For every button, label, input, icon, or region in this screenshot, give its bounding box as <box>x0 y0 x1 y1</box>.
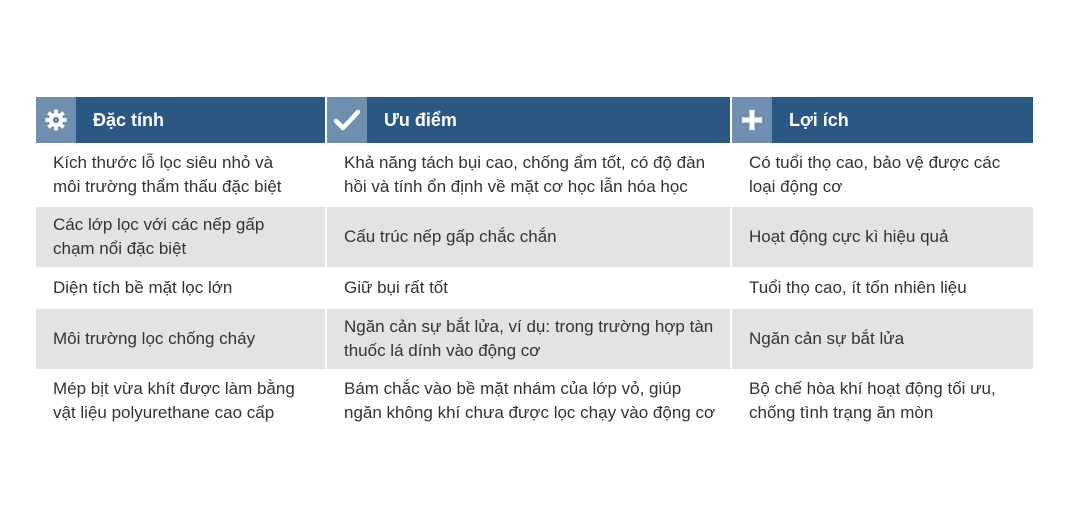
features-table <box>36 97 1033 433</box>
header-label: Đặc tính <box>93 109 165 130</box>
cell-text: Bám chắc vào bề mặt nhám của lớp vỏ, giúp ngăn không khí chưa được lọc chạy vào động cơ <box>344 379 716 422</box>
gear-icon <box>36 97 76 143</box>
cell-advantage <box>327 269 730 307</box>
header-features <box>36 97 325 143</box>
header-advantages <box>327 97 730 143</box>
cell-text: Mép bịt vừa khít được làm bằng vật liệu polyurethane cao cấp <box>53 379 295 422</box>
cell-benefit <box>732 371 1033 431</box>
table-row <box>36 371 1033 431</box>
table-row <box>36 269 1033 307</box>
cell-benefit <box>732 145 1033 205</box>
cell-text: Khả năng tách bụi cao, chống ẩm tốt, có độ đàn hồi và tính ổn định về mặt cơ học lẫn hóa học <box>344 153 706 196</box>
header-benefits <box>732 97 1033 143</box>
cell-feature <box>36 269 325 307</box>
cell-text: Có tuổi thọ cao, bảo vệ được các loại động cơ <box>749 153 1001 196</box>
cell-feature <box>36 145 325 205</box>
checkmark-icon <box>327 97 367 143</box>
cell-text: Giữ bụi rất tốt <box>344 278 448 297</box>
table-header <box>36 97 1033 143</box>
plus-icon <box>732 97 772 143</box>
cell-text: Bộ chế hòa khí hoạt động tối ưu, chống tình trạng ăn mòn <box>749 379 996 422</box>
cell-feature <box>36 309 325 369</box>
cell-benefit <box>732 269 1033 307</box>
cell-text: Hoạt động cực kì hiệu quả <box>749 227 949 246</box>
cell-feature <box>36 371 325 431</box>
cell-text: Diện tích bề mặt lọc lớn <box>53 278 233 297</box>
cell-text: Ngăn cản sự bắt lửa <box>749 329 905 348</box>
cell-text: Môi trường lọc chống cháy <box>53 329 256 348</box>
cell-text: Kích thước lỗ lọc siêu nhỏ và môi trường thẩm thấu đặc biệt <box>53 153 282 196</box>
header-label: Lợi ích <box>789 109 849 130</box>
cell-benefit <box>732 207 1033 267</box>
cell-benefit <box>732 309 1033 369</box>
cell-text: Cấu trúc nếp gấp chắc chắn <box>344 227 557 246</box>
cell-text: Các lớp lọc với các nếp gấp chạm nổi đặc biệt <box>53 215 265 258</box>
table-row <box>36 207 1033 267</box>
table-row <box>36 309 1033 369</box>
cell-advantage <box>327 371 730 431</box>
cell-advantage <box>327 207 730 267</box>
cell-advantage <box>327 145 730 205</box>
cell-advantage <box>327 309 730 369</box>
cell-feature <box>36 207 325 267</box>
header-label: Ưu điểm <box>384 109 457 130</box>
table-row <box>36 145 1033 205</box>
cell-text: Ngăn cản sự bắt lửa, ví dụ: trong trường hợp tàn thuốc lá dính vào động cơ <box>344 317 714 360</box>
cell-text: Tuổi thọ cao, ít tốn nhiên liệu <box>749 278 967 297</box>
